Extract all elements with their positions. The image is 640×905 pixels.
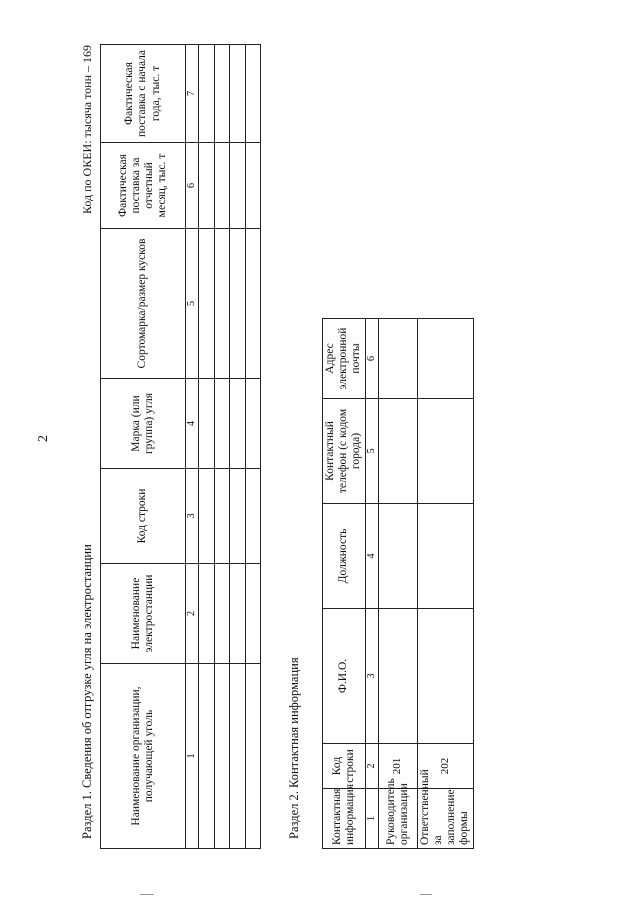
empty-cell: [245, 45, 261, 143]
page-number: 2: [36, 435, 51, 442]
column-number: 4: [186, 379, 199, 469]
empty-cell: [199, 45, 215, 143]
column-number: 5: [365, 399, 378, 504]
row-code: 201: [378, 744, 417, 789]
table-row: [245, 45, 261, 849]
column-number: 1: [186, 664, 199, 849]
empty-cell: [214, 143, 230, 229]
row-code: 202: [417, 744, 473, 789]
column-number-row: [365, 319, 378, 849]
empty-cell: [378, 399, 417, 504]
empty-cell: [230, 469, 246, 564]
empty-cell: [378, 319, 417, 399]
column-number: 2: [365, 744, 378, 789]
column-number: 3: [186, 469, 199, 564]
empty-cell: [417, 319, 473, 399]
empty-cell: [199, 143, 215, 229]
column-number: 4: [365, 504, 378, 609]
empty-cell: [245, 143, 261, 229]
table-row: [417, 319, 473, 849]
empty-cell: [214, 45, 230, 143]
empty-cell: [417, 399, 473, 504]
column-number-row: [186, 45, 199, 849]
column-number: 2: [186, 564, 199, 664]
col-header-position: Должность: [323, 504, 366, 609]
empty-cell: [214, 379, 230, 469]
empty-cell: [245, 229, 261, 379]
row-label-responsible: Ответственный за заполнение формы: [417, 789, 473, 849]
column-number: 5: [186, 229, 199, 379]
empty-cell: [417, 504, 473, 609]
column-number: 7: [186, 45, 199, 143]
empty-cell: [245, 664, 261, 849]
okei-code: Код по ОКЕИ: тысяча тонн – 169: [80, 45, 94, 215]
col-header-phone: Контактный телефон (с кодом города): [323, 399, 366, 504]
col-header-line-code: Код строки: [323, 744, 366, 789]
empty-cell: [199, 379, 215, 469]
col-header-power-plant: Наименование электростанции: [101, 564, 186, 664]
empty-cell: [230, 564, 246, 664]
col-header-full-name: Ф.И.О.: [323, 609, 366, 744]
row-label-head: Руководитель организации: [378, 789, 417, 849]
empty-cell: [245, 564, 261, 664]
scan-artifact: [420, 894, 432, 895]
empty-cell: [214, 469, 230, 564]
col-header-ytd-supply: Фактическая поставка с начала года, тыс. т: [101, 45, 186, 143]
empty-cell: [378, 609, 417, 744]
column-number: 6: [365, 319, 378, 399]
section-1-title: Раздел 1. Сведения об отгрузке угля на электростанции: [80, 544, 94, 839]
table-row: [230, 45, 246, 849]
table-row: [378, 319, 417, 849]
empty-cell: [230, 379, 246, 469]
empty-cell: [199, 229, 215, 379]
empty-cell: [230, 664, 246, 849]
col-header-coal-grade: Марка (или группа) угля: [101, 379, 186, 469]
coal-shipment-table: [100, 44, 261, 849]
table-row: [214, 45, 230, 849]
empty-cell: [214, 229, 230, 379]
empty-cell: [230, 45, 246, 143]
table-header-row: [323, 319, 366, 849]
empty-cell: [245, 469, 261, 564]
table-row: [199, 45, 215, 849]
column-number: 6: [186, 143, 199, 229]
empty-cell: [230, 229, 246, 379]
col-header-size-grade: Сортомарка/размер кусков: [101, 229, 186, 379]
column-number: 3: [365, 609, 378, 744]
col-header-contact-info: Контактная информация: [323, 789, 366, 849]
section-2-title: Раздел 2. Контактная информация: [287, 657, 301, 839]
empty-cell: [378, 504, 417, 609]
empty-cell: [230, 143, 246, 229]
table-header-row: [101, 45, 186, 849]
empty-cell: [199, 664, 215, 849]
scan-artifact: [140, 894, 154, 895]
col-header-line-code: Код строки: [101, 469, 186, 564]
contact-info-table: [322, 318, 474, 849]
col-header-email: Адрес электронной почты: [323, 319, 366, 399]
col-header-organization: Наименование организации, получающей уголь: [101, 664, 186, 849]
col-header-monthly-supply: Фактическая поставка за отчетный месяц, тыс. т: [101, 143, 186, 229]
empty-cell: [199, 469, 215, 564]
empty-cell: [417, 609, 473, 744]
empty-cell: [214, 664, 230, 849]
column-number: 1: [365, 789, 378, 849]
empty-cell: [214, 564, 230, 664]
empty-cell: [199, 564, 215, 664]
empty-cell: [245, 379, 261, 469]
